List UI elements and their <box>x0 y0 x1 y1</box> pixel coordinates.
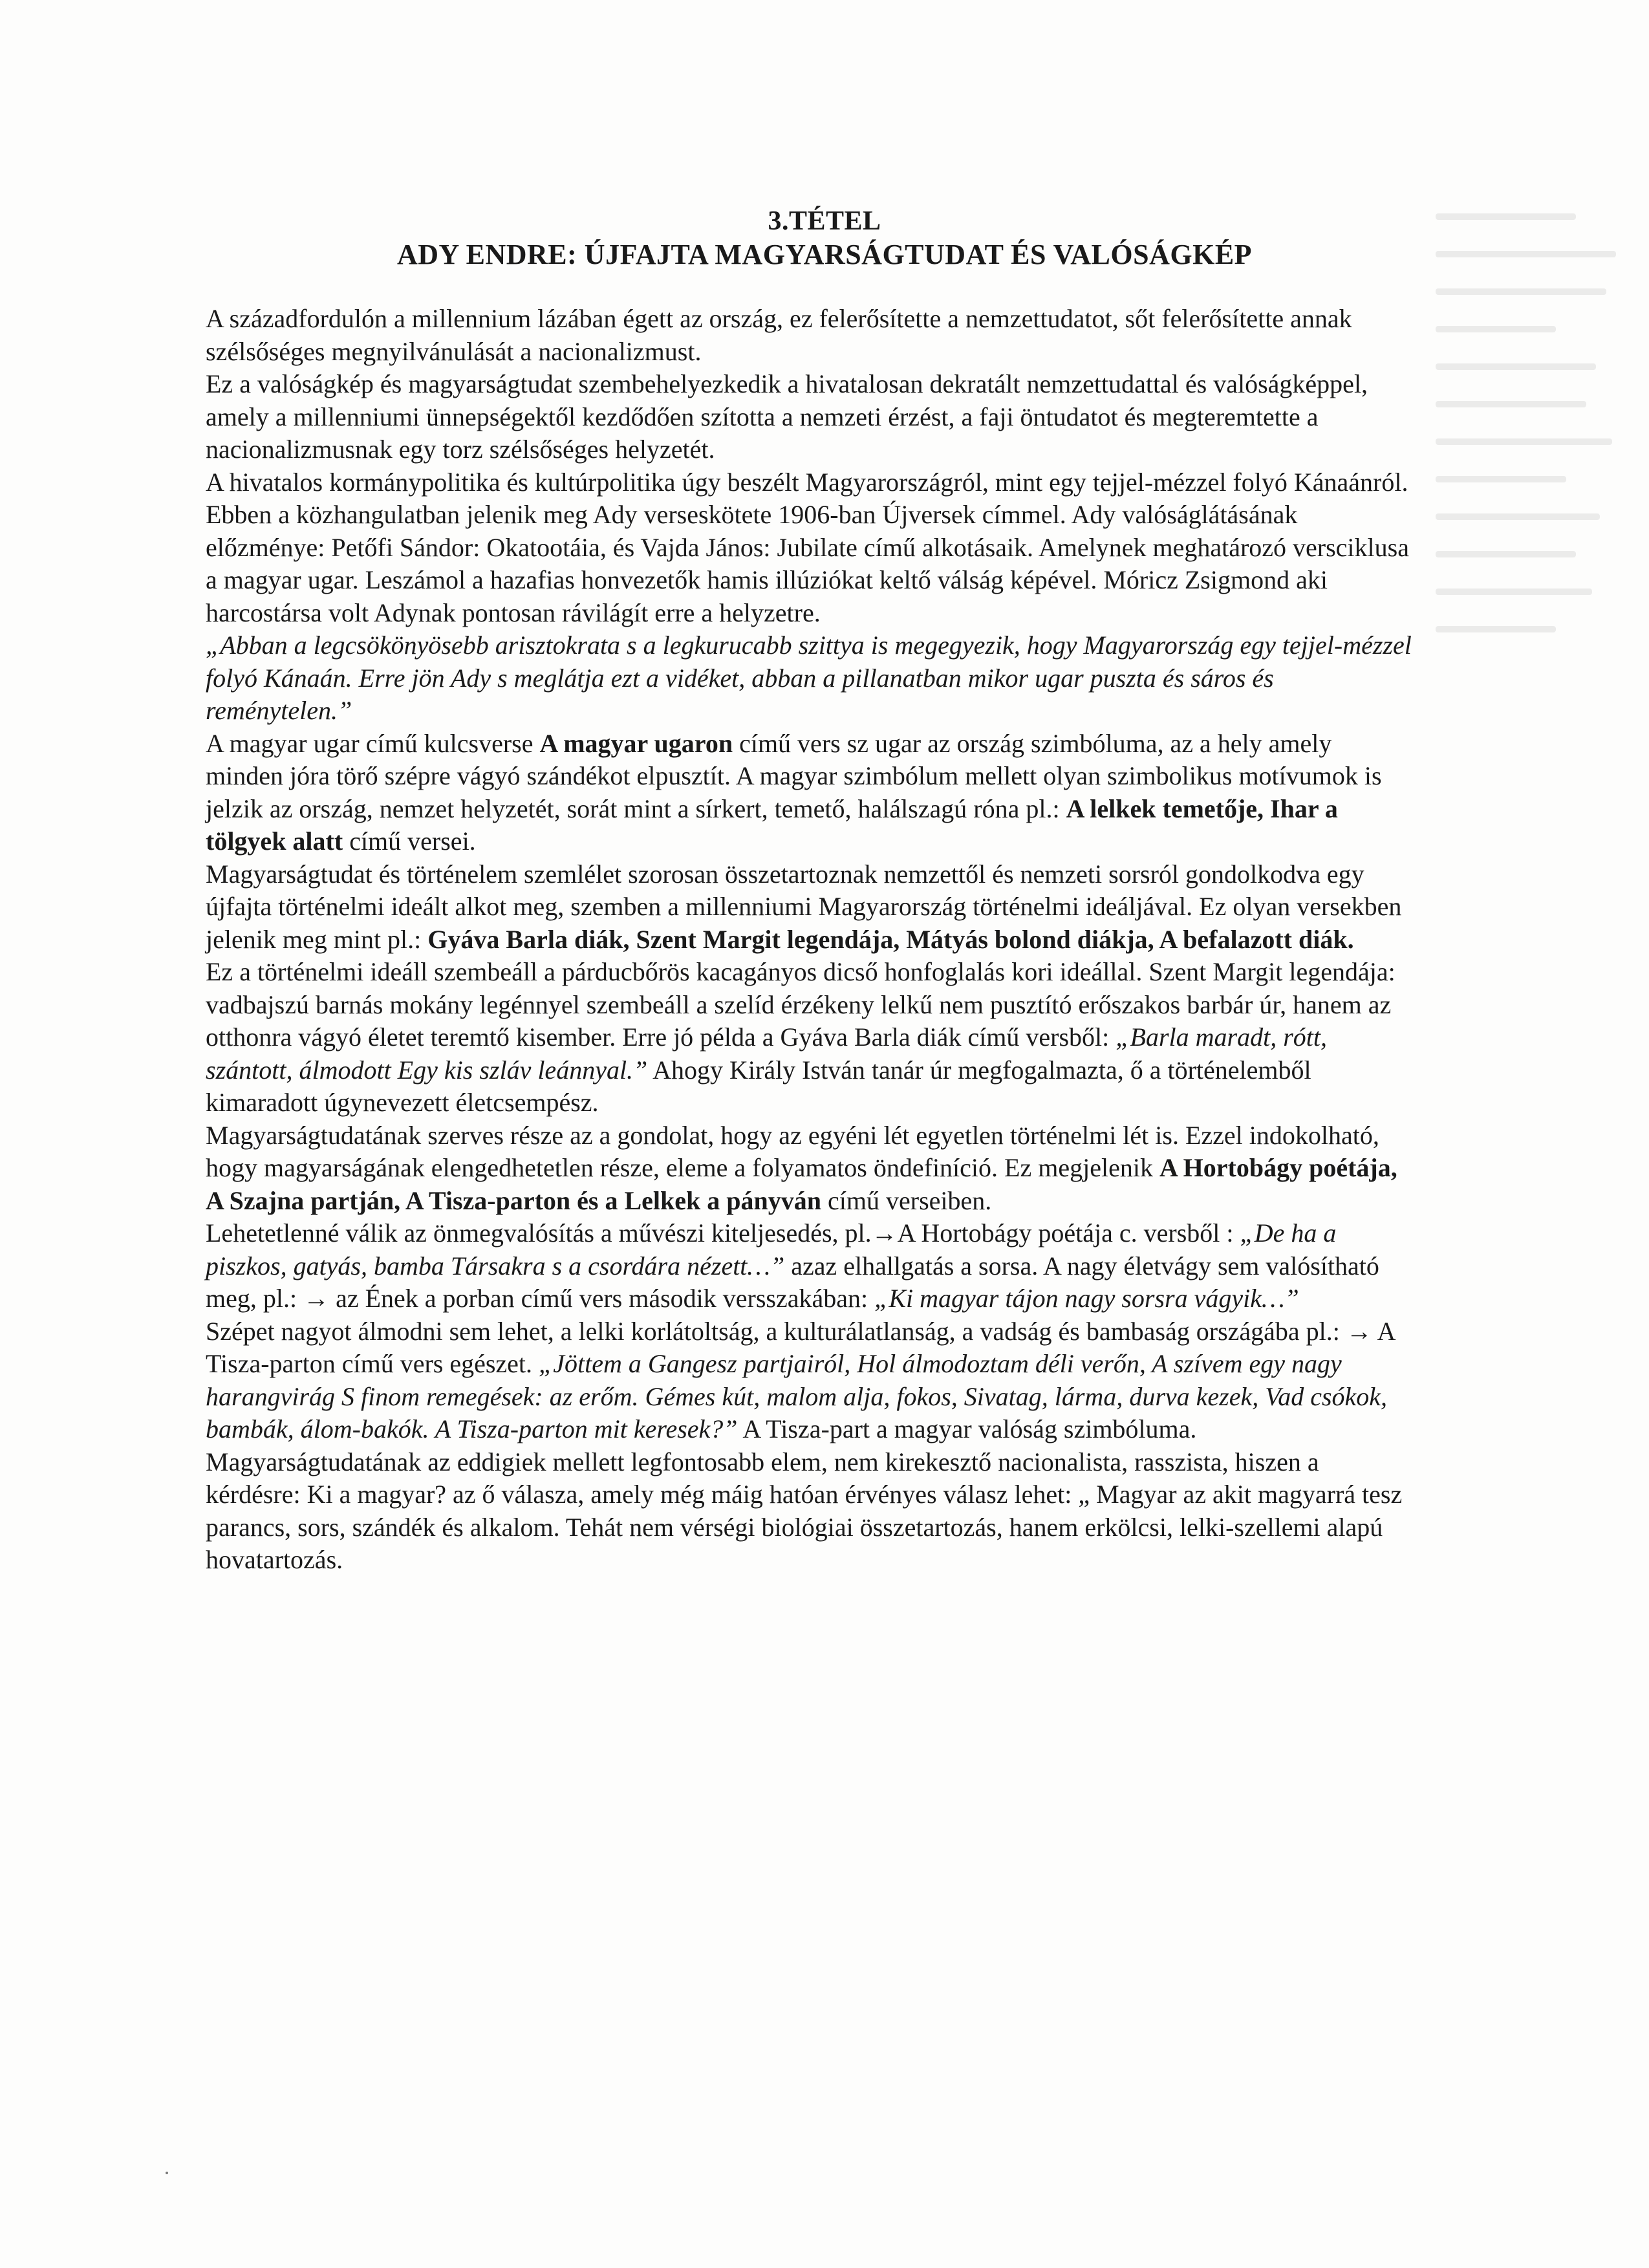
quotation-text: „De ha a piszkos, gatyás, bamba Társakra s a csordára nézett…” <box>206 1218 1337 1280</box>
paragraph <box>206 1217 1415 1315</box>
paragraph <box>206 956 1415 1119</box>
paragraph <box>206 1119 1415 1218</box>
quotation-text: „Jöttem a Gangesz partjairól, Hol álmodoztam déli verőn, A szívem egy nagy harangvirág S finom remegések: az erőm. Gémes kút, malom alja, fokos, Sivatag, lárma, durva kezek, Vad csókok, bambák, álom-bakók. A Tisza-parton mit keresek?” <box>206 1349 1388 1443</box>
show-through-bleed <box>1436 213 1636 705</box>
quotation-text: „Abban a legcsökönyösebb arisztokrata s a legkurucabb szittya is megegyezik, hogy Magyarország egy tejjel-mézzel folyó Kánaán. Erre jön Ady s meglátja ezt a vidéket, abban a pillanatban mikor ugar puszta és sáros és reménytelen.” <box>206 631 1412 725</box>
body-text: A Tisza-part a magyar valóság szimbóluma. <box>737 1414 1197 1443</box>
paragraph <box>206 858 1415 956</box>
scan-speck <box>166 2172 168 2174</box>
quotation-text: „Barla maradt, rótt, szántott, álmodott Egy kis szláv leánnyal.” <box>206 1022 1328 1085</box>
body-text: Magyarságtudatának szerves része az a gondolat, hogy az egyéni lét egyetlen történelmi lét is. Ezzel indokolható, hogy magyarságának elengedhetetlen része, eleme a folyamatos öndefiníció. Ez megjelenik <box>206 1120 1379 1182</box>
paragraph <box>206 303 1415 368</box>
paragraph <box>206 1315 1415 1446</box>
paragraph <box>206 1446 1415 1577</box>
bold-title-text: A lelkek temetője, Ihar a tölgyek alatt <box>206 794 1338 856</box>
body-text: Magyarságtudatának az eddigiek mellett legfontosabb elem, nem kirekesztő nacionalista, rasszista, hiszen a kérdésre: Ki a magyar? az ő válasza, amely még máig hatóan érvényes válasz lehet: „ Magyar az akit magyarrá tesz parancs, sors, szándék és alkalom. Tehát nem vérségi biológiai összetartozás, hanem erkölcsi, lelki-szellemi alapú hovatartozás. <box>206 1447 1403 1574</box>
bold-title-text: A magyar ugaron <box>539 728 733 758</box>
body-text: Ez a történelmi ideáll szembeáll a párducbőrös kacagányos dicső honfoglalás kori ideállal. Szent Margit legendája: vadbajszú barnás mokány legénnyel szembeáll a szelíd érzékeny lelkű nem pusztító erőszakos barbár úr, hanem az otthonra vágyó életet teremtő kisember. Erre jó példa a Gyáva Barla diák című versből: <box>206 957 1396 1052</box>
document-number: 3.TÉTEL <box>768 206 881 236</box>
body-text: című vers sz ugar az ország szimbóluma, az a hely amely minden jóra törő szépre vágyó szándékot elpusztít. A magyar szimbólum mellett olyan szimbolikus motívumok is jelzik az ország, nemzet helyzetét, sorát mint a sírkert, temető, halálszagú róna pl.: <box>206 728 1382 823</box>
bold-title-text: Gyáva Barla diák, Szent Margit legendája, Mátyás bolond diákja, A befalazott diák. <box>427 924 1354 954</box>
body-text: A századfordulón a millennium lázában égett az ország, ez felerősítette a nemzettudatot, sőt felerősítette annak szélsőséges megnyilvánulását a nacionalizmust. <box>206 304 1352 366</box>
document-title: ADY ENDRE: ÚJFAJTA MAGYARSÁGTUDAT ÉS VALÓSÁGKÉP <box>396 239 1253 270</box>
paragraph <box>206 629 1415 728</box>
paragraph <box>206 368 1415 466</box>
body-text: A magyar ugar című kulcsverse <box>206 728 540 758</box>
body-text: Ez a valóságkép és magyarságtudat szembehelyezkedik a hivatalosan dekratált nemzettudattal és valóságképpel, amely a millenniumi ünnepségektől kezdődően szította a nemzeti érzést, a faji öntudatot és megteremtette a nacionalizmusnak egy torz szélsőséges helyzetét. <box>206 369 1368 464</box>
document-body <box>206 303 1415 1577</box>
body-text: Szépet nagyot álmodni sem lehet, a lelki korlátoltság, a kulturálatlanság, a vadság és bambaság országába pl.: → A Tisza-parton című vers egészet. <box>206 1316 1395 1378</box>
paragraph <box>206 728 1415 858</box>
body-text: Lehetetlenné válik az önmegvalósítás a művészi kiteljesedés, pl.→A Hortobágy poétája c. versből : <box>206 1218 1240 1247</box>
body-text: A hivatalos kormánypolitika és kultúrpolitika úgy beszélt Magyarországról, mint egy tejjel-mézzel folyó Kánaánról. Ebben a közhangulatban jelenik meg Ady verseskötete 1906-ban Újversek címmel. Ady valóságlátásának előzménye: Petőfi Sándor: Okatootáia, és Vajda János: Jubilate című alkotásaik. Amelynek meghatározó versciklusa a magyar ugar. Leszámol a hazafias honvezetők hamis illúziókat keltő válság képével. Móricz Zsigmond aki harcostársa volt Adynak pontosan rávilágít erre a helyzetre. <box>206 467 1409 627</box>
body-text: Ahogy Király István tanár úr megfogalmazta, ő a történelemből kimaradott úgynevezett életcsempész. <box>206 1055 1311 1117</box>
quotation-text: „Ki magyar tájon nagy sorsra vágyik…” <box>874 1284 1299 1313</box>
body-text: című verseiben. <box>821 1185 992 1215</box>
body-text: című versei. <box>343 826 476 856</box>
paragraph <box>206 466 1415 630</box>
body-text: Magyarságtudat és történelem szemlélet szorosan összetartoznak nemzettől és nemzeti sorsról gondolkodva egy újfajta történelmi ideált alkot meg, szemben a millenniumi Magyarország történelmi ideáljával. Ez olyan versekben jelenik meg mint pl.: <box>206 859 1402 954</box>
bold-title-text: A Hortobágy poétája, A Szajna partján, A Tisza-parton és a Lelkek a pányván <box>206 1153 1397 1215</box>
body-text: azaz elhallgatás a sorsa. A nagy életvágy sem valósítható meg, pl.: → az Ének a porban című vers második versszakában: <box>206 1251 1379 1313</box>
